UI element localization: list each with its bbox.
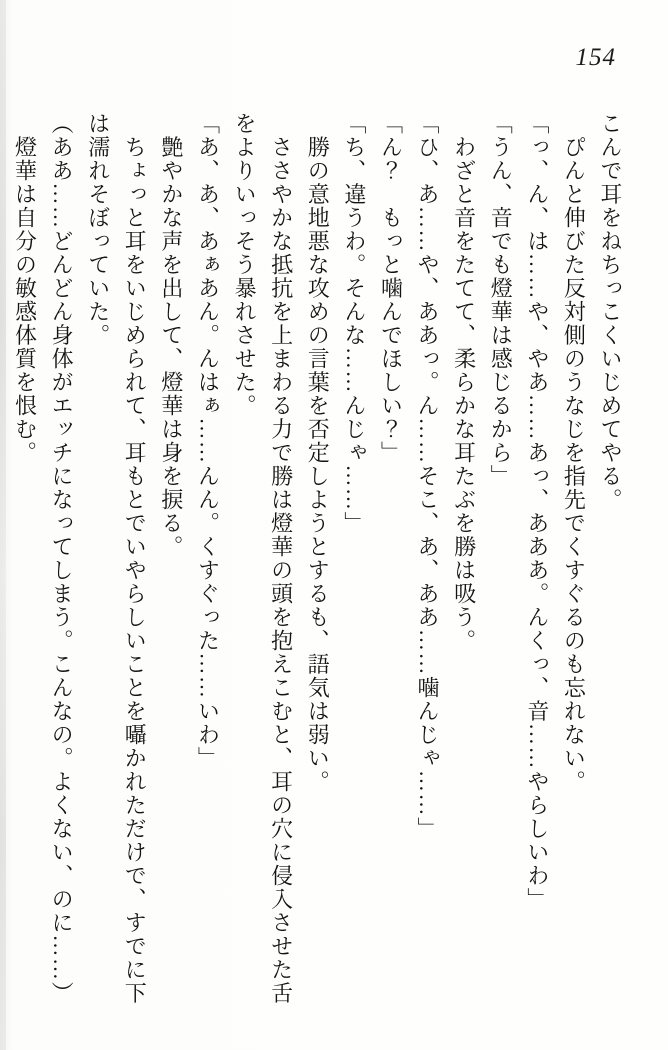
page-number: 154 [575,44,616,71]
paragraph: 「うん、音でも燈華は感じるから」 [488,112,514,488]
paragraph: こんで耳をねちっこくいじめてやる。 [598,112,623,512]
paragraph: 勝の意地悪な攻めの言葉を否定しようとするも、語気は弱い。 [305,112,331,794]
paragraph: 「ん？ もっと噛んでほしい？」 [378,112,404,465]
text-block [6,112,628,1010]
paragraph: 「ひ、あ……や、ああっ。ん……そこ、あ、ああ……噛んじゃ……」 [415,112,441,841]
paragraph: 「っ、ん、は……や、やあ……あっ、あああ。んくっ、音……やらしいわ」 [524,112,550,911]
paragraph: 「ち、違うわ。そんな……んじゃ……」 [341,112,367,535]
paragraph: 艶やかな声を出して、燈華は身を捩る。 [158,112,184,559]
paragraph: ささやかな抵抗を上まわる力で勝は燈華の頭を抱えこむと、耳の穴に侵入させた舌をよりいっそう暴れさせた。 [232,112,294,1005]
paragraph: ぴんと伸びた反対側のうなじを指先でくすぐるのも忘れない。 [561,112,587,794]
paragraph: わざと音をたてて、柔らかな耳たぶを勝は吸う。 [451,112,477,653]
paragraph: ちょっと耳をいじめられて、耳もとでいやらしいことを囁かれただけで、すでに下は濡れそぼっていた。 [85,112,148,1005]
paragraph: 燈華は自分の敏感体質を恨む。 [12,112,38,465]
paragraph: （ああ……どんどん身体がエッチになってしまう。こんなの。よくない、のに……） [49,112,75,1005]
paragraph: 「あ、あ、あぁあん。んはぁ……んん。くすぐった……いわ」 [195,112,221,770]
